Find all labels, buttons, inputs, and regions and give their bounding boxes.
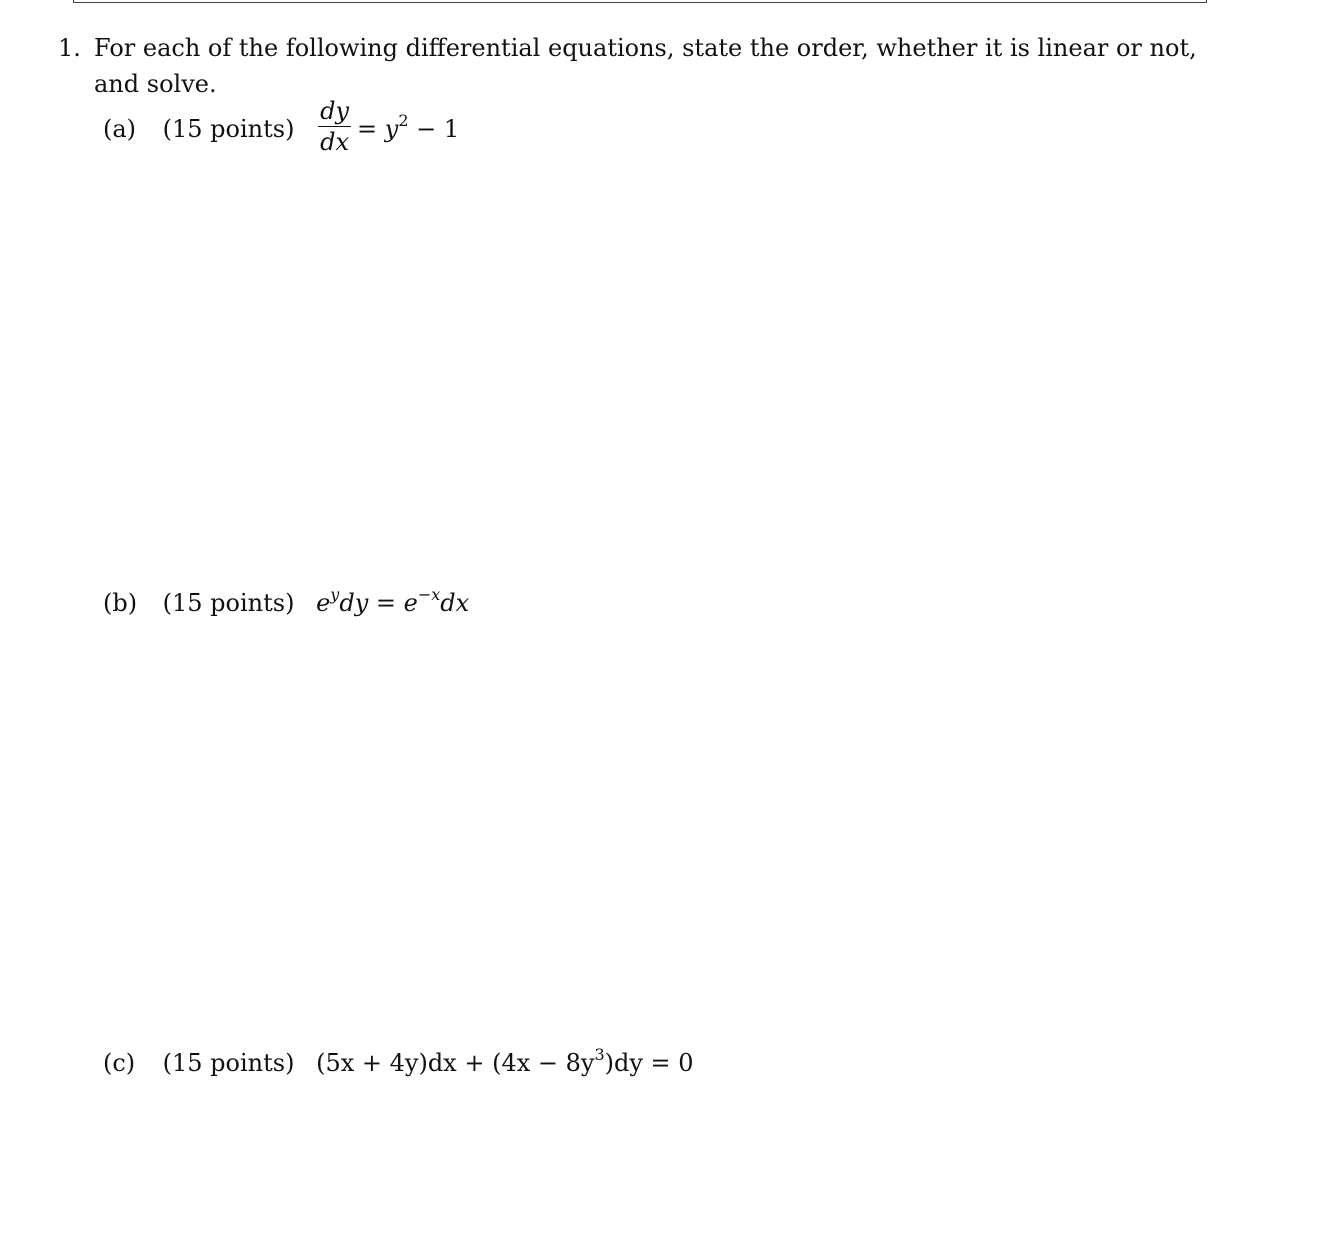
part-label: (a) (103, 115, 137, 143)
part-label: (c) (103, 1049, 136, 1077)
problem-text: For each of the following differential equations, state the order, whether it is linear or not, and solve. (94, 34, 1197, 98)
equation-base: e (316, 589, 331, 617)
equation-b (316, 585, 470, 617)
exponent: y (330, 585, 340, 604)
exponent: −x (417, 585, 441, 604)
part-c (103, 1047, 694, 1077)
equation-part: )dy = 0 (604, 1049, 694, 1077)
differential: dx (440, 589, 470, 617)
equation-part: (5x + 4y)dx + (4x − 8y (316, 1049, 595, 1077)
equation-rhs-suffix: − 1 (408, 115, 460, 143)
equals-sign: = (368, 589, 404, 617)
part-b (103, 587, 469, 617)
problem-number: 1. (58, 34, 81, 62)
fraction (318, 96, 351, 157)
points-label: (15 points) (162, 1049, 295, 1077)
part-a (103, 97, 460, 161)
fraction-numerator: dy (320, 97, 350, 125)
exponent: 2 (398, 111, 409, 130)
fraction-denominator: dx (320, 128, 349, 156)
differential: dy (339, 589, 369, 617)
equation-rhs-prefix: = (357, 115, 385, 143)
points-label: (15 points) (162, 115, 295, 143)
equation-rhs-var: y (384, 115, 399, 143)
part-label: (b) (103, 589, 138, 617)
equation-c (316, 1045, 694, 1077)
equation-a (316, 97, 460, 156)
points-label: (15 points) (162, 589, 295, 617)
equation-base: e (403, 589, 418, 617)
exponent: 3 (594, 1045, 605, 1064)
top-rule (73, 0, 1207, 3)
